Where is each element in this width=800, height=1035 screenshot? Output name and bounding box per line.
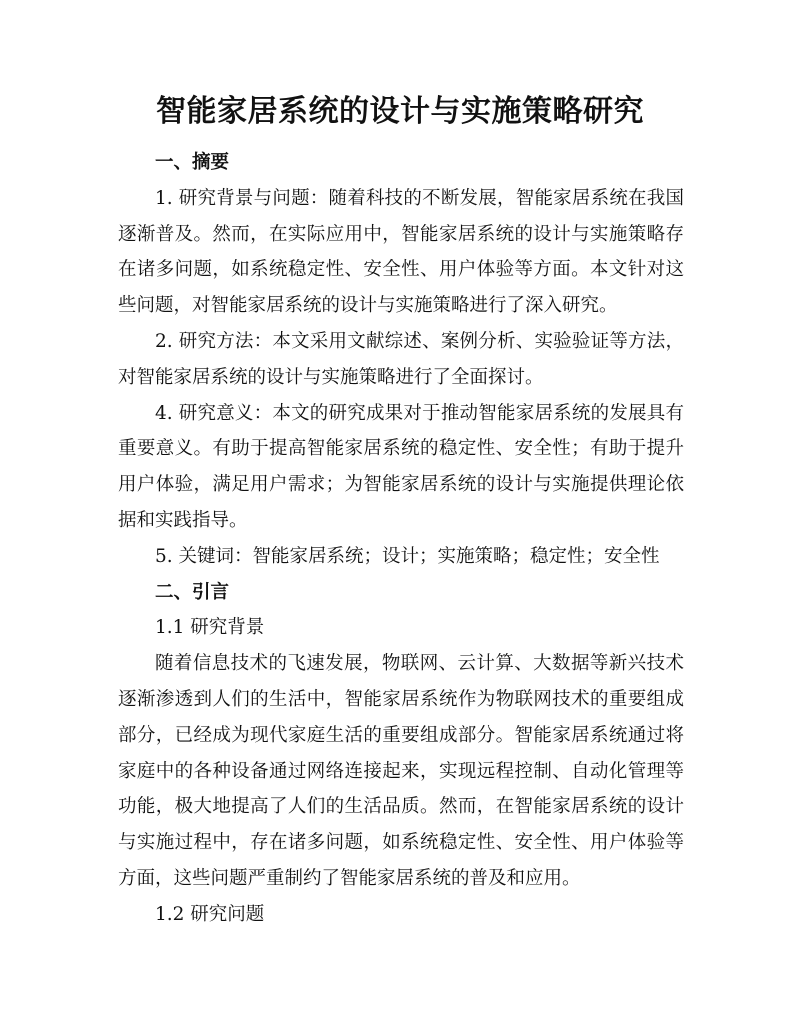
abstract-item-methods: 2. 研究方法：本文采用文献综述、案例分析、实验验证等方法，对智能家居系统的设计与实施策略进行了全面探讨。	[118, 330, 684, 388]
subsection-heading-background: 1.1 研究背景	[155, 617, 265, 639]
subsection-heading-questions: 1.2 研究问题	[155, 903, 265, 925]
section-heading-abstract: 一、摘要	[155, 152, 230, 173]
document-body	[118, 145, 684, 933]
abstract-item-background: 1. 研究背景与问题：随着科技的不断发展，智能家居系统在我国逐渐普及。然而，在实际应用中，智能家居系统的设计与实施策略存在诸多问题，如系统稳定性、安全性、用户体验等方面。本文针对这些问题，对智能家居系统的设计与实施策略进行了深入研究。	[118, 187, 684, 317]
section-heading-introduction: 二、引言	[155, 581, 230, 603]
background-paragraph: 随着信息技术的飞速发展，物联网、云计算、大数据等新兴技术逐渐渗透到人们的生活中，智能家居系统作为物联网技术的重要组成部分，已经成为现代家庭生活的重要组成部分。智能家居系统通过将家庭中的各种设备通过网络连接起来，实现远程控制、自动化管理等功能，极大地提高了人们的生活品质。然而，在智能家居系统的设计与实施过程中，存在诸多问题，如系统稳定性、安全性、用户体验等方面，这些问题严重制约了智能家居系统的普及和应用。	[118, 653, 684, 889]
abstract-item-keywords: 5. 关键词：智能家居系统；设计；实施策略；稳定性；安全性	[155, 545, 660, 567]
page-title: 智能家居系统的设计与实施策略研究	[156, 94, 644, 129]
abstract-item-significance: 4. 研究意义：本文的研究成果对于推动智能家居系统的发展具有重要意义。有助于提高智能家居系统的稳定性、安全性；有助于提升用户体验，满足用户需求；为智能家居系统的设计与实施提供理论依据和实践指导。	[118, 402, 684, 531]
